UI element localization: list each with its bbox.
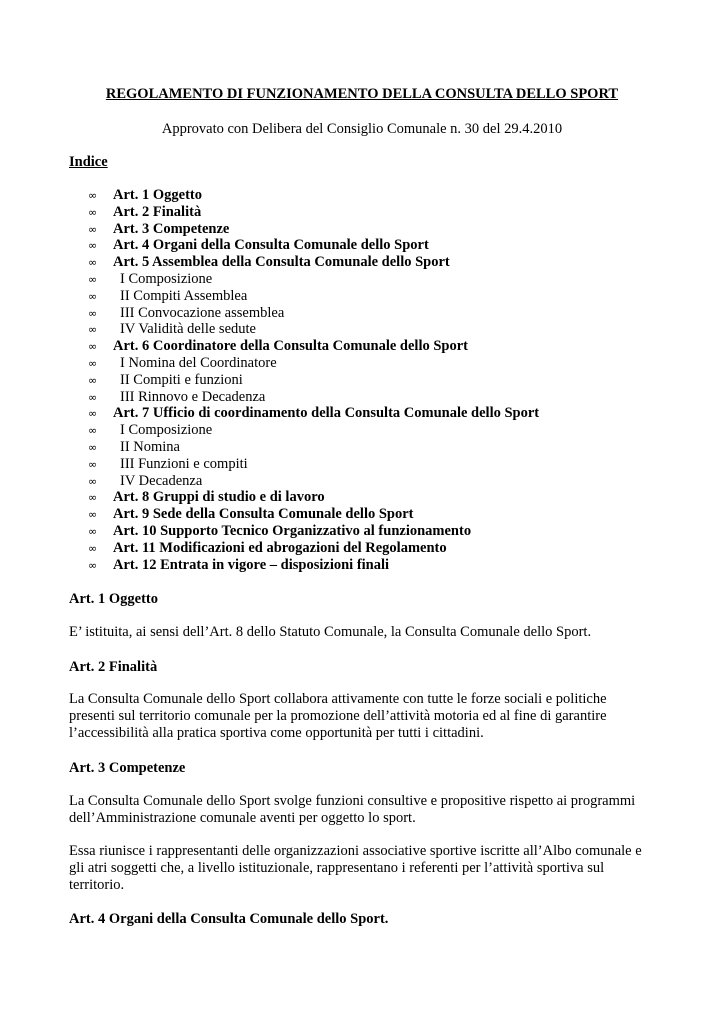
approval-line: Approvato con Delibera del Consiglio Comunale n. 30 del 29.4.2010 <box>161 121 563 137</box>
infinity-bullet-icon: ∞ <box>88 440 98 454</box>
infinity-bullet-icon: ∞ <box>88 524 98 538</box>
toc-item-label: II Compiti e funzioni <box>120 371 243 388</box>
infinity-bullet-icon: ∞ <box>88 407 98 421</box>
toc-item-label: III Funzioni e compiti <box>120 455 248 472</box>
toc-item <box>88 439 539 456</box>
toc-item <box>88 305 539 322</box>
index-heading: Indice <box>69 154 108 170</box>
toc-item <box>88 271 539 288</box>
toc-item <box>88 523 539 540</box>
toc-item-label: II Nomina <box>120 438 180 455</box>
toc-item-label: Art. 9 Sede della Consulta Comunale dello Sport <box>113 506 414 523</box>
art2-body <box>69 691 659 742</box>
infinity-bullet-icon: ∞ <box>88 340 98 354</box>
toc-item-label: Art. 6 Coordinatore della Consulta Comunale dello Sport <box>113 338 468 355</box>
infinity-bullet-icon: ∞ <box>88 323 98 337</box>
art1-heading: Art. 1 Oggetto <box>69 591 158 607</box>
paragraph-line: gli atri soggetti che, a livello istituzionale, rappresentano i referenti per l’attività sportiva sul <box>69 860 605 876</box>
art3-body-1 <box>69 793 659 827</box>
art3-body-2 <box>69 843 659 894</box>
toc-item <box>88 187 539 204</box>
toc-item <box>88 422 539 439</box>
infinity-bullet-icon: ∞ <box>88 373 98 387</box>
paragraph-line: dell’Amministrazione comunale aventi per oggetto lo sport. <box>69 810 416 826</box>
toc-item <box>88 389 539 406</box>
paragraph-line: presenti sul territorio comunale per la promozione dell’attività motoria ed al fine di garantire <box>69 708 607 724</box>
art2-heading: Art. 2 Finalità <box>69 659 158 675</box>
infinity-bullet-icon: ∞ <box>88 222 98 236</box>
toc-item-label: III Convocazione assemblea <box>120 304 285 321</box>
toc-item-label: Art. 11 Modificazioni ed abrogazioni del Regolamento <box>113 539 447 556</box>
toc-item-label: IV Decadenza <box>120 472 203 489</box>
infinity-bullet-icon: ∞ <box>88 424 98 438</box>
infinity-bullet-icon: ∞ <box>88 256 98 270</box>
toc-item <box>88 456 539 473</box>
art3-heading: Art. 3 Competenze <box>69 760 186 776</box>
toc-item-label: Art. 3 Competenze <box>113 220 230 237</box>
paragraph-line: La Consulta Comunale dello Sport collabora attivamente con tutte le forze sociali e politiche <box>69 691 607 707</box>
toc-item <box>88 405 539 422</box>
art2-section <box>69 658 659 676</box>
toc-item <box>88 204 539 221</box>
art1-body <box>69 624 659 641</box>
toc-item-label: Art. 12 Entrata in vigore – disposizioni finali <box>113 556 390 573</box>
toc-item-label: I Composizione <box>120 270 213 287</box>
toc-item-label: I Composizione <box>120 422 213 439</box>
infinity-bullet-icon: ∞ <box>88 356 98 370</box>
infinity-bullet-icon: ∞ <box>88 205 98 219</box>
toc-item <box>88 355 539 372</box>
infinity-bullet-icon: ∞ <box>88 508 98 522</box>
toc-item <box>88 540 539 557</box>
art4-section <box>69 910 659 928</box>
infinity-bullet-icon: ∞ <box>88 457 98 471</box>
toc-item-label: Art. 10 Supporto Tecnico Organizzativo al funzionamento <box>113 522 472 539</box>
toc-item-label: Art. 2 Finalità <box>113 203 202 220</box>
toc-item <box>88 489 539 506</box>
infinity-bullet-icon: ∞ <box>88 491 98 505</box>
paragraph-line: l’accessibilità alla pratica sportiva come opportunità per tutti i cittadini. <box>69 725 484 741</box>
art1-text: E’ istituita, ai sensi dell’Art. 8 dello Statuto Comunale, la Consulta Comunale dello Sport. <box>69 624 592 640</box>
toc-item-label: Art. 4 Organi della Consulta Comunale dello Sport <box>113 237 429 254</box>
infinity-bullet-icon: ∞ <box>88 541 98 555</box>
toc-item <box>88 237 539 254</box>
infinity-bullet-icon: ∞ <box>88 390 98 404</box>
infinity-bullet-icon: ∞ <box>88 289 98 303</box>
paragraph-line: La Consulta Comunale dello Sport svolge funzioni consultive e propositive rispetto ai programmi <box>69 793 636 809</box>
toc-item <box>88 506 539 523</box>
infinity-bullet-icon: ∞ <box>88 272 98 286</box>
infinity-bullet-icon: ∞ <box>88 189 98 202</box>
toc-item <box>88 221 539 238</box>
toc-item-label: Art. 5 Assemblea della Consulta Comunale dello Sport <box>113 254 450 271</box>
toc-item <box>88 338 539 355</box>
toc-item-label: IV Validità delle sedute <box>120 321 256 338</box>
toc-item-label: Art. 8 Gruppi di studio e di lavoro <box>113 489 325 506</box>
toc-item-label: II Compiti Assemblea <box>120 287 248 304</box>
infinity-bullet-icon: ∞ <box>88 558 98 572</box>
infinity-bullet-icon: ∞ <box>88 239 98 253</box>
infinity-bullet-icon: ∞ <box>88 474 98 488</box>
paragraph-line: territorio. <box>69 877 125 893</box>
toc-item <box>88 321 539 338</box>
toc-item <box>88 288 539 305</box>
toc-item <box>88 557 539 574</box>
toc-item-label: I Nomina del Coordinatore <box>120 354 277 371</box>
art4-heading: Art. 4 Organi della Consulta Comunale dello Sport. <box>69 911 389 927</box>
toc-item <box>88 254 539 271</box>
table-of-contents <box>88 187 539 573</box>
document-title: REGOLAMENTO DI FUNZIONAMENTO DELLA CONSULTA DELLO SPORT <box>105 86 619 102</box>
toc-item-label: III Rinnovo e Decadenza <box>120 388 266 405</box>
art1-section <box>69 590 659 608</box>
toc-item-label: Art. 1 Oggetto <box>113 187 202 203</box>
infinity-bullet-icon: ∞ <box>88 306 98 320</box>
toc-item <box>88 473 539 490</box>
toc-item-label: Art. 7 Ufficio di coordinamento della Consulta Comunale dello Sport <box>113 405 540 422</box>
toc-item <box>88 372 539 389</box>
art3-section <box>69 759 659 777</box>
paragraph-line: Essa riunisce i rappresentanti delle organizzazioni associative sportive iscritte all’Albo comunale e <box>69 843 642 859</box>
